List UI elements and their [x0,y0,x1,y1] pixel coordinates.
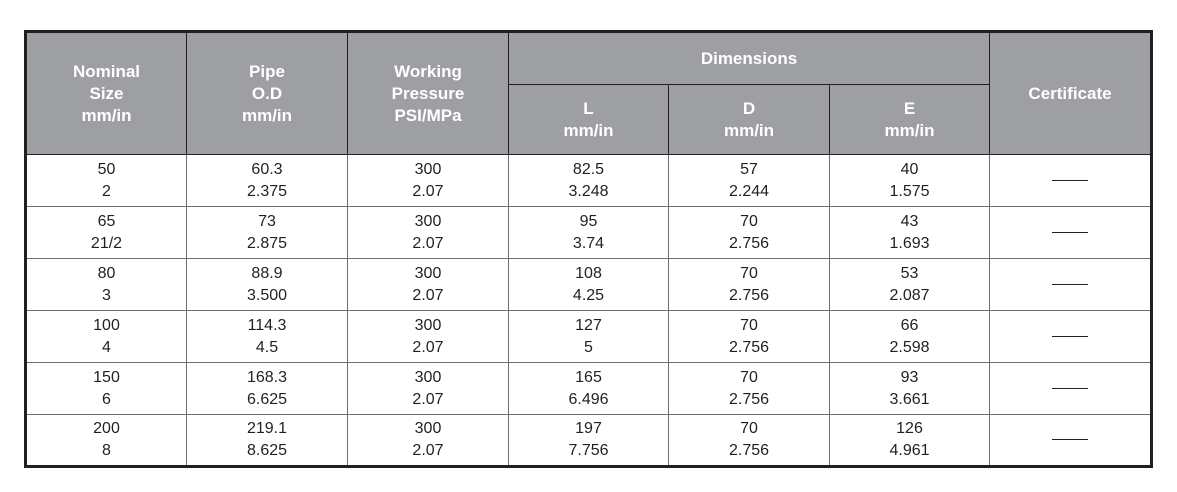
cell-value-mm: 50 [97,160,116,178]
cell-dim-e [830,207,990,259]
cell-value-in: 2.756 [728,390,770,408]
cell-value-in: 5 [584,338,593,356]
cell-nominal [26,207,187,259]
table-row [26,207,1152,259]
cell-value-mm: 150 [93,368,120,386]
cell-value-mm: 70 [740,368,758,386]
header-pipe-od [187,32,348,155]
cell-value-in: 8 [102,442,111,459]
header-d-symbol: D [742,98,756,118]
table-row [26,259,1152,311]
cell-value-mm: 168.3 [246,368,288,386]
cell-value-mm: 219.1 [246,420,288,437]
header-nominal-line-2: Size [89,83,124,103]
header-working-pressure [348,32,509,155]
cell-nominal [26,415,187,467]
cell-value-in: 6.625 [246,390,288,408]
header-pressure-line-1: Working [394,61,462,81]
cell-value-psi: 300 [414,160,442,178]
certificate-dash [1052,232,1088,233]
cell-value-mm: 93 [900,368,919,386]
cell-value-in: 2.244 [728,182,770,200]
cell-value-in: 2 [102,182,111,200]
cell-dim-d [669,311,830,363]
cell-value-in: 4 [102,338,111,356]
cell-value-mm: 65 [97,212,116,230]
cell-value-in: 6 [102,390,111,408]
cell-value-psi: 300 [414,420,442,437]
cell-value-mm: 100 [93,316,120,334]
cell-pressure [348,363,509,415]
header-pipe-line-3: mm/in [241,105,293,125]
cell-value-in: 2.756 [728,234,770,252]
cell-dim-d [669,155,830,207]
header-e-symbol: E [903,98,916,118]
certificate-dash [1052,439,1088,440]
cell-value-mm: 57 [740,160,758,178]
cell-nominal [26,363,187,415]
cell-pipe-od [187,363,348,415]
cell-pressure [348,259,509,311]
header-nominal-line-1: Nominal [72,61,141,81]
cell-value-mm: 70 [740,212,758,230]
cell-value-in: 8.625 [246,442,288,459]
cell-value-mm: 165 [575,368,602,386]
cell-pressure [348,207,509,259]
cell-value-in: 3.500 [246,286,288,304]
cell-value-mpa: 2.07 [412,442,444,459]
table-body [26,155,1152,467]
cell-pressure [348,415,509,467]
cell-dim-d [669,207,830,259]
cell-value-in: 3.248 [568,182,609,200]
cell-value-in: 2.756 [728,442,770,459]
cell-nominal [26,311,187,363]
cell-value-mm: 108 [575,264,602,282]
cell-certificate [990,415,1152,467]
cell-value-mm: 114.3 [247,316,287,334]
cell-value-in: 2.756 [728,286,770,304]
cell-value-mpa: 2.07 [412,286,444,304]
cell-value-in: 4.25 [572,286,605,304]
cell-dim-l [509,363,669,415]
cell-value-mpa: 2.07 [412,182,444,200]
cell-dim-l [509,155,669,207]
cell-value-mm: 66 [900,316,919,334]
cell-nominal [26,259,187,311]
table-row [26,311,1152,363]
table-row [26,155,1152,207]
cell-certificate [990,207,1152,259]
cell-pressure [348,155,509,207]
cell-dim-l [509,259,669,311]
cell-value-in: 2.875 [246,234,288,252]
cell-value-psi: 300 [414,212,442,230]
header-dimensions: Dimensions [509,32,990,85]
specification-table [24,30,1153,468]
header-row-top [26,32,1152,85]
header-pressure-line-3: PSI/MPa [394,105,462,125]
certificate-dash [1052,180,1088,181]
cell-dim-l [509,207,669,259]
header-l-unit: mm/in [563,120,614,140]
cell-dim-e [830,311,990,363]
cell-nominal [26,155,187,207]
header-pipe-line-2: O.D [251,83,283,103]
cell-value-in: 3 [102,286,111,304]
cell-value-in: 2.598 [889,338,930,356]
cell-value-mm: 197 [575,420,602,437]
cell-value-mm: 200 [93,420,120,437]
cell-value-in: 2.375 [246,182,288,200]
cell-value-psi: 300 [414,368,442,386]
cell-value-mpa: 2.07 [412,338,444,356]
cell-value-mpa: 2.07 [412,390,444,408]
header-d-unit: mm/in [723,120,775,140]
cell-value-mm: 70 [740,264,758,282]
header-certificate: Certificate [990,32,1152,155]
cell-pipe-od [187,155,348,207]
cell-value-mm: 82.5 [572,160,605,178]
cell-pipe-od [187,415,348,467]
cell-pipe-od [187,207,348,259]
cell-pressure [348,311,509,363]
cell-value-mm: 127 [575,316,602,334]
cell-value-mm: 40 [900,160,919,178]
cell-value-mm: 43 [900,212,919,230]
cell-certificate [990,363,1152,415]
certificate-dash [1052,336,1088,337]
certificate-dash [1052,284,1088,285]
cell-value-in: 3.661 [889,390,930,408]
table-row [26,415,1152,467]
cell-value-in: 1.575 [889,182,930,200]
header-dim-e [830,85,990,155]
table-header [26,32,1152,155]
cell-value-in: 6.496 [568,390,609,408]
cell-value-in: 4.961 [889,442,930,459]
header-pipe-line-1: Pipe [249,61,285,81]
header-e-unit: mm/in [884,120,935,140]
cell-certificate [990,259,1152,311]
header-l-symbol: L [583,98,594,118]
cell-dim-d [669,415,830,467]
cell-value-in: 4.5 [255,338,279,356]
header-pressure-line-2: Pressure [391,83,465,103]
certificate-dash [1052,388,1088,389]
cell-certificate [990,311,1152,363]
table-row [26,363,1152,415]
cell-value-mpa: 2.07 [412,234,444,252]
cell-value-in: 3.74 [572,234,605,252]
cell-value-mm: 80 [97,264,116,282]
cell-value-in: 7.756 [568,442,609,459]
header-dim-l [509,85,669,155]
cell-dim-e [830,155,990,207]
header-nominal-size [26,32,187,155]
cell-value-in: 2.087 [889,286,930,304]
cell-value-mm: 60.3 [251,160,283,178]
header-dim-d [669,85,830,155]
cell-dim-e [830,415,990,467]
cell-dim-e [830,363,990,415]
cell-certificate [990,155,1152,207]
cell-value-mm: 53 [900,264,919,282]
cell-pipe-od [187,259,348,311]
cell-dim-l [509,311,669,363]
cell-value-mm: 70 [740,316,758,334]
cell-value-in: 21/2 [90,234,123,252]
cell-dim-d [669,259,830,311]
cell-value-psi: 300 [414,316,442,334]
cell-value-mm: 126 [896,420,923,437]
cell-value-mm: 95 [579,212,598,230]
cell-pipe-od [187,311,348,363]
cell-value-in: 1.693 [889,234,930,252]
header-nominal-line-3: mm/in [81,105,132,125]
cell-value-mm: 88.9 [251,264,283,282]
cell-dim-d [669,363,830,415]
cell-dim-e [830,259,990,311]
cell-value-mm: 70 [740,420,758,437]
cell-value-mm: 73 [258,212,276,230]
cell-value-psi: 300 [414,264,442,282]
cell-dim-l [509,415,669,467]
cell-value-in: 2.756 [728,338,770,356]
